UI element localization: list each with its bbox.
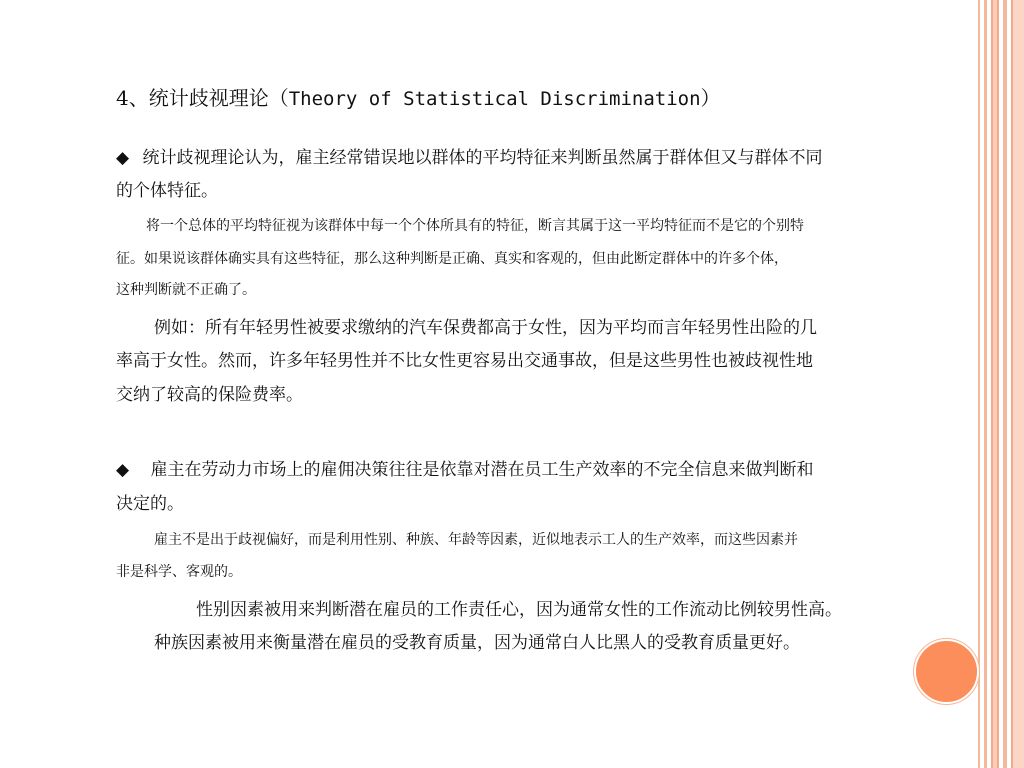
slide-title bbox=[116, 82, 721, 111]
explanation-1-line-1: 将一个总体的平均特征视为该群体中每一个个体所具有的特征，断言其属于这一平均特征而不是它的个别特 bbox=[146, 218, 804, 234]
bullet-point-1 bbox=[116, 143, 822, 168]
bullet-icon: ◆ bbox=[116, 460, 130, 480]
decorative-stripe bbox=[1011, 0, 1024, 768]
decorative-stripe bbox=[978, 0, 980, 768]
example-line-2: 率高于女性。然而，许多年轻男性并不比女性更容易出交通事故，但是这些男性也被歧视性地 bbox=[116, 351, 813, 371]
explanation-1-line-3: 这种判断就不正确了。 bbox=[116, 282, 256, 298]
bullet-1-text: 统计歧视理论认为，雇主经常错误地以群体的平均特征来判断虽然属于群体但又与群体不同 bbox=[142, 148, 823, 168]
bullet-2-continuation: 决定的。 bbox=[116, 494, 184, 514]
title-english: Theory of Statistical Discrimination bbox=[288, 88, 701, 110]
race-factor-line: 种族因素被用来衡量潜在雇员的受教育质量，因为通常白人比黑人的受教育质量更好。 bbox=[154, 633, 800, 653]
decorative-stripe bbox=[991, 0, 999, 768]
title-chinese: 4、统计歧视理论（ bbox=[116, 86, 289, 110]
explanation-1-line-2: 征。如果说该群体确实具有这些特征，那么这种判断是正确、真实和客观的，但由此断定群体中的许多个体， bbox=[116, 251, 788, 267]
explanation-2-line-2: 非是科学、客观的。 bbox=[116, 564, 242, 580]
title-close-paren: ） bbox=[700, 86, 721, 110]
decorative-circle bbox=[914, 639, 979, 704]
decorative-stripe bbox=[1003, 0, 1007, 768]
bullet-2-text: 雇主在劳动力市场上的雇佣决策往往是依靠对潜在员工生产效率的不完全信息来做判断和 bbox=[150, 460, 814, 480]
decorative-stripe bbox=[984, 0, 987, 768]
bullet-icon: ◆ bbox=[116, 148, 130, 168]
gender-factor-line: 性别因素被用来判断潜在雇员的工作责任心，因为通常女性的工作流动比例较男性高。 bbox=[196, 600, 842, 620]
explanation-2-line-1: 雇主不是出于歧视偏好，而是利用性别、种族、年龄等因素，近似地表示工人的生产效率，而这些因素并 bbox=[154, 532, 798, 548]
example-line-3: 交纳了较高的保险费率。 bbox=[116, 385, 303, 405]
example-line-1: 例如：所有年轻男性被要求缴纳的汽车保费都高于女性，因为平均而言年轻男性出险的几 bbox=[154, 318, 817, 338]
bullet-point-2 bbox=[116, 455, 813, 480]
bullet-1-continuation: 的个体特征。 bbox=[116, 181, 218, 201]
